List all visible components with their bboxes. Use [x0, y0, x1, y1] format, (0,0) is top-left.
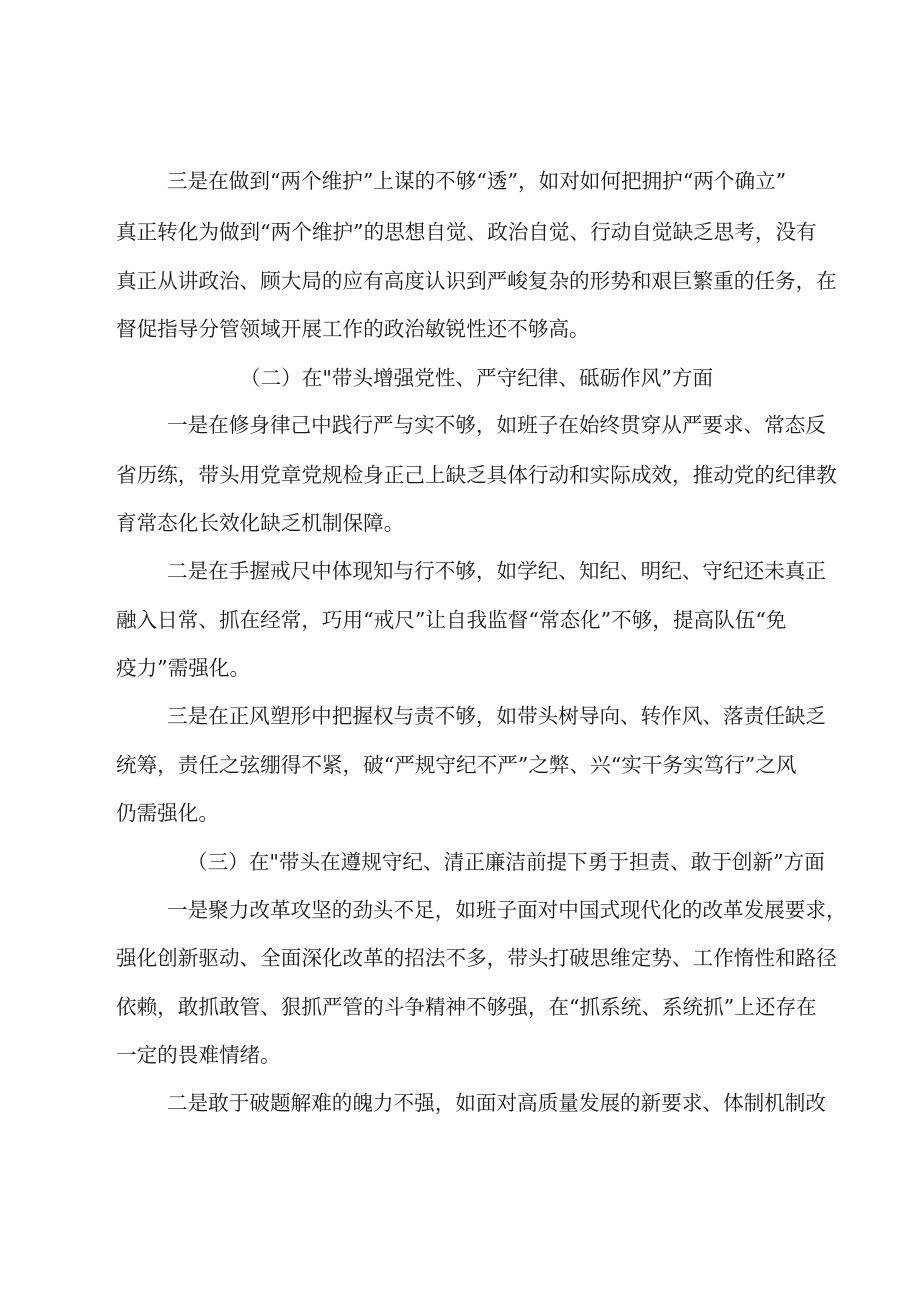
text-line: 疫力”需强化。 — [116, 656, 251, 680]
text-line: 统筹，责任之弦绷得不紧，破“严规守纪不严”之弊、兴“实干务实笃行”之风 — [116, 753, 797, 777]
text-line: 真正转化为做到“两个维护”的思想自觉、政治自觉、行动自觉缺乏思考，没有 — [116, 220, 817, 244]
text-line: 省历练，带头用党章党规检身正己上缺乏具体行动和实际成效，推动党的纪律教 — [116, 463, 837, 487]
text-line: 一是聚力改革攻坚的劲头不足，如班子面对中国式现代化的改革发展要求， — [167, 898, 847, 922]
text-line: 强化创新驱动、全面深化改革的招法不多，带头打破思维定势、工作惰性和路径 — [116, 946, 837, 970]
text-line: 督促指导分管领域开展工作的政治敏锐性还不够高。 — [116, 317, 590, 341]
text-line: 一是在修身律己中践行严与实不够，如班子在始终贯穿从严要求、常态反 — [167, 413, 826, 437]
text-line: 融入日常、抓在经常，巧用“戒尺”让自我监督“常态化”不够，提高队伍“免 — [116, 608, 787, 632]
text-line: 仍需强化。 — [116, 801, 219, 825]
text-line: 三是在做到“两个维护”上谋的不够“透”，如对如何把拥护“两个确立” — [167, 169, 787, 193]
section-heading: （二）在"带头增强党性、严守纪律、砥砺作风”方面 — [240, 366, 714, 390]
text-line: 一定的畏难情绪。 — [116, 1043, 281, 1067]
text-line: 三是在正风塑形中把握权与责不够，如带头树导向、转作风、落责任缺乏 — [167, 704, 826, 728]
text-line: 二是在手握戒尺中体现知与行不够，如学纪、知纪、明纪、守纪还未真正 — [167, 559, 826, 583]
text-line: 育常态化长效化缺乏机制保障。 — [116, 511, 405, 535]
text-line: 真正从讲政治、顾大局的应有高度认识到严峻复杂的形势和艰巨繁重的任务，在 — [116, 269, 837, 293]
text-line: 依赖，敢抓敢管、狠抓严管的斗争精神不够强，在“抓系统、系统抓”上还存在 — [116, 995, 817, 1019]
section-heading: （三）在"带头在遵规守纪、清正廉洁前提下勇于担责、敢于创新”方面 — [187, 850, 825, 874]
text-line: 二是敢于破题解难的魄力不强，如面对高质量发展的新要求、体制机制改 — [167, 1091, 826, 1115]
